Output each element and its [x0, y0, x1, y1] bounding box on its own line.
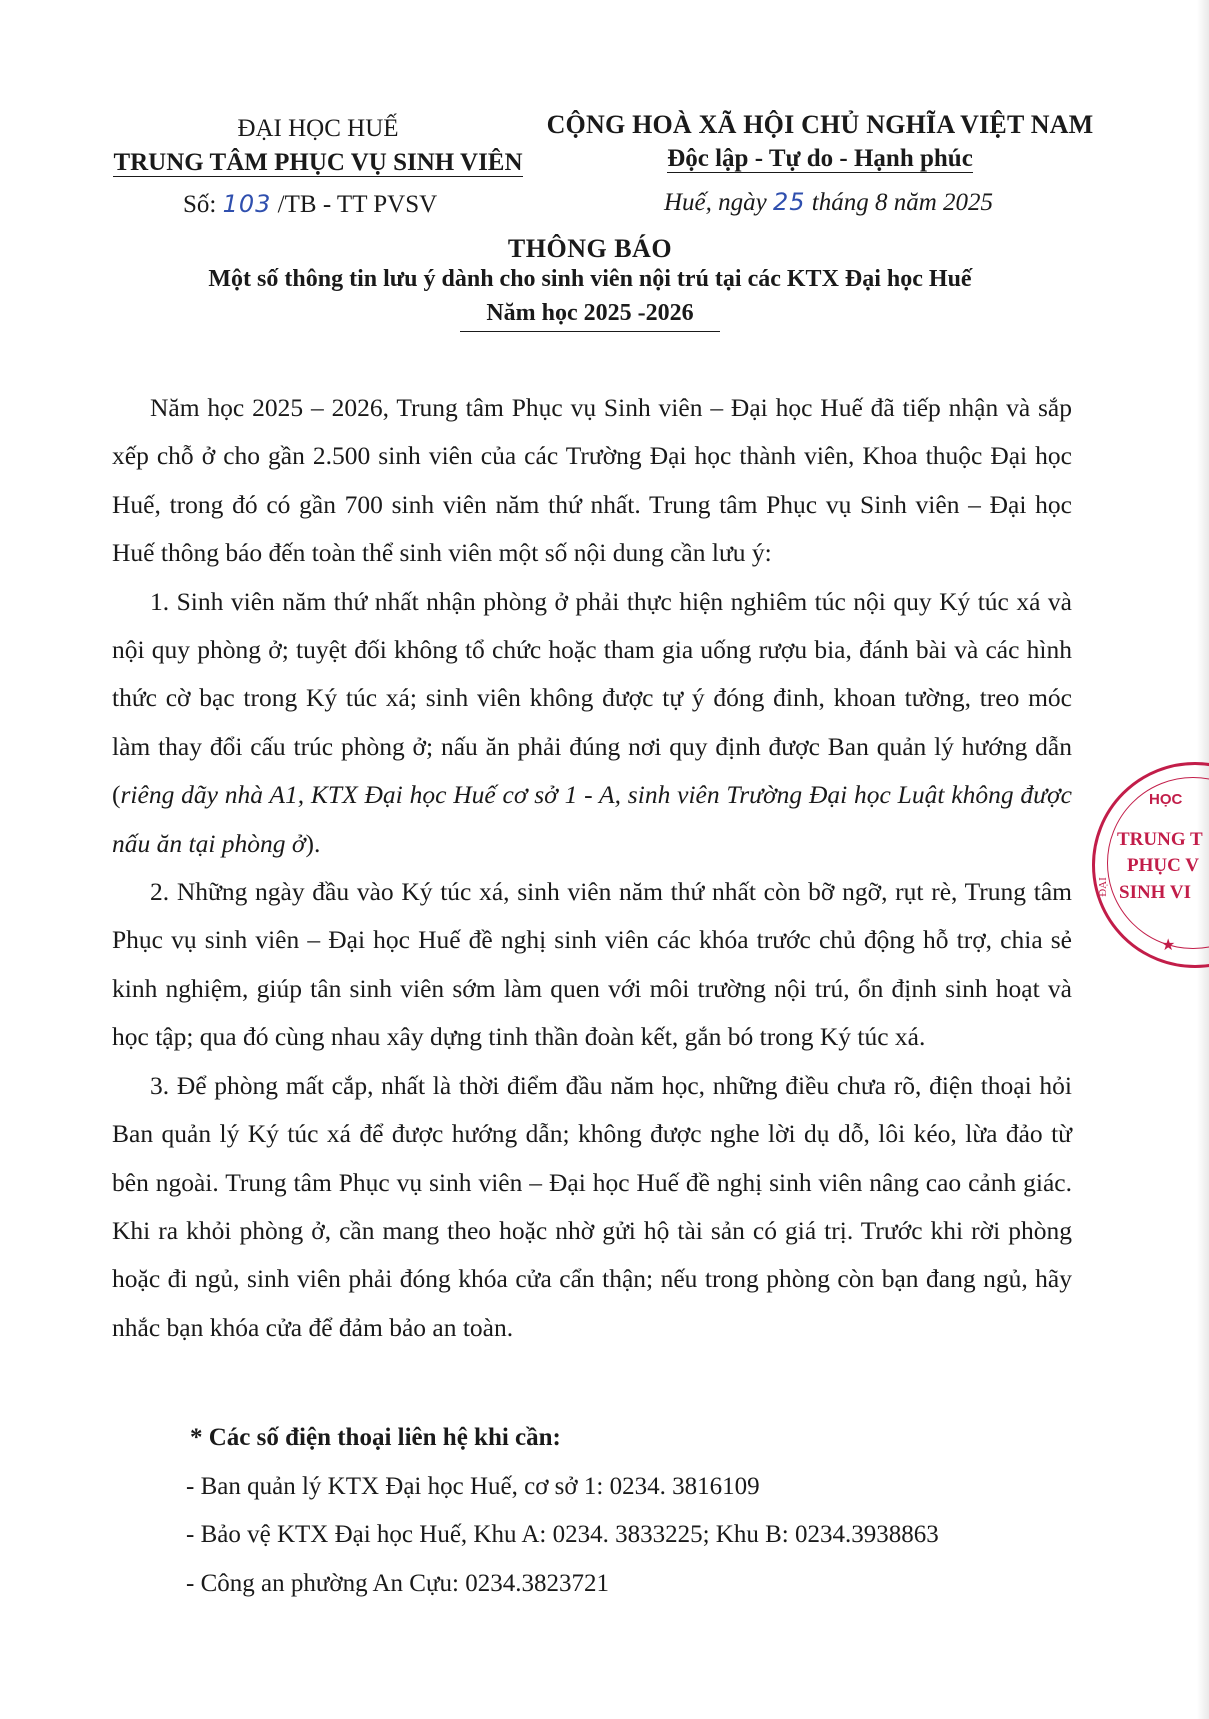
date-prefix: Huế, ngày [664, 189, 767, 216]
contacts-section [186, 1414, 939, 1608]
stamp-line-3: SINH VI [1119, 882, 1191, 903]
org-parent: ĐẠI HỌC HUẾ [237, 115, 399, 142]
header-right [540, 108, 1100, 176]
item-2-paragraph: 2. Những ngày đầu vào Ký túc xá, sinh viên năm thứ nhất còn bỡ ngỡ, rụt rè, Trung tâm Phục vụ sinh viên – Đại học Huế đề nghị sinh viên các khóa trước chủ động hỗ trợ, chia sẻ kinh nghiệm, giúp tân sinh viên sớm làm quen với môi trường nội trú, ổn định sinh hoạt và học tập; qua đó cùng nhau xây dựng tinh thần đoàn kết, gắn bó trong Ký túc xá. [112, 877, 1072, 1052]
number-prefix: Số: [183, 191, 217, 218]
motto: Độc lập - Tự do - Hạnh phúc [667, 145, 973, 172]
document-date [664, 188, 993, 217]
org-unit [108, 146, 528, 180]
number-suffix: /TB - TT PVSV [277, 191, 438, 218]
motto-line [540, 142, 1100, 176]
stamp-side-text: ĐẠI [1096, 877, 1109, 897]
number-handwritten: 103 [222, 190, 272, 218]
intro-paragraph: Năm học 2025 – 2026, Trung tâm Phục vụ Sinh viên – Đại học Huế đã tiếp nhận và sắp xếp chỗ ở cho gần 2.500 sinh viên của các Trường Đại học thành viên, Khoa thuộc Đại học Huế, trong đó có gần 700 sinh viên năm thứ nhất. Trung tâm Phục vụ Sinh viên – Đại học Huế thông báo đến toàn thể sinh viên một số nội dung cần lưu ý: [112, 393, 1072, 568]
contact-line: - Ban quản lý KTX Đại học Huế, cơ sở 1: 0234. 3816109 [186, 1472, 760, 1500]
notice-title: THÔNG BÁO [507, 234, 673, 263]
contact-line: - Công an phường An Cựu: 0234.3823721 [186, 1569, 609, 1597]
stamp-line-2: PHỤC V [1127, 855, 1199, 876]
item-1-text: 1. Sinh viên năm thứ nhất nhận phòng ở phải thực hiện nghiêm túc nội quy Ký túc xá và nội quy phòng ở; tuyệt đối không tổ chức hoặc tham gia uống rượu bia, đánh bài và các hình thức cờ bạc trong Ký túc xá; sinh viên không được tự ý đóng đinh, khoan tường, treo móc làm thay đổi cấu trúc phòng ở; nấu ăn phải đúng nơi quy định được Ban quản lý hướng dẫn ( [112, 586, 1072, 810]
notice-year-text: Năm học 2025 -2026 [460, 300, 719, 332]
stamp-top-text: HỌC [1149, 791, 1183, 808]
contacts-heading: * Các số điện thoại liên hệ khi cần: [190, 1424, 561, 1451]
item-3-paragraph: 3. Để phòng mất cắp, nhất là thời điểm đầu năm học, những điều chưa rõ, điện thoại hỏi Ban quản lý Ký túc xá để được hướng dẫn; không được nghe lời dụ dỗ, lôi kéo, lừa đảo từ bên ngoài. Trung tâm Phục vụ sinh viên – Đại học Huế đề nghị sinh viên nâng cao cảnh giác. Khi ra khỏi phòng ở, cần mang theo hoặc nhờ gửi hộ tài sản có giá trị. Trước khi rời phòng hoặc đi ngủ, sinh viên phải đóng khóa cửa cẩn thận; nếu trong phòng còn bạn đang ngủ, hãy nhắc bạn khóa cửa để đảm bảo an toàn. [112, 1070, 1072, 1342]
item-1-italic: riêng dãy nhà A1, KTX Đại học Huế cơ sở 1 - A, sinh viên Trường Đại học Luật không được nấu ăn tại phòng ở [112, 780, 1072, 858]
notice-year [0, 300, 1180, 332]
contact-line: - Bảo vệ KTX Đại học Huế, Khu A: 0234. 3833225; Khu B: 0234.3938863 [186, 1521, 939, 1548]
date-suffix: tháng 8 năm 2025 [811, 189, 994, 216]
header-left [108, 112, 528, 180]
document-number [183, 190, 437, 219]
notice-body [112, 384, 1072, 1352]
org-unit-name: TRUNG TÂM PHỤC VỤ SINH VIÊN [113, 149, 523, 176]
notice-subtitle: Một số thông tin lưu ý dành cho sinh viên nội trú tại các KTX Đại học Huế [208, 266, 972, 292]
nation-title: CỘNG HOÀ XÃ HỘI CHỦ NGHĨA VIỆT NAM [546, 110, 1094, 139]
stamp-line-1: TRUNG T [1117, 829, 1203, 850]
item-1-paragraph [112, 578, 1072, 868]
item-1-end: ). [305, 828, 321, 858]
date-day-handwritten: 25 [773, 188, 806, 216]
stamp-star-icon: ★ [1161, 937, 1176, 954]
red-seal-stamp [1092, 762, 1209, 968]
